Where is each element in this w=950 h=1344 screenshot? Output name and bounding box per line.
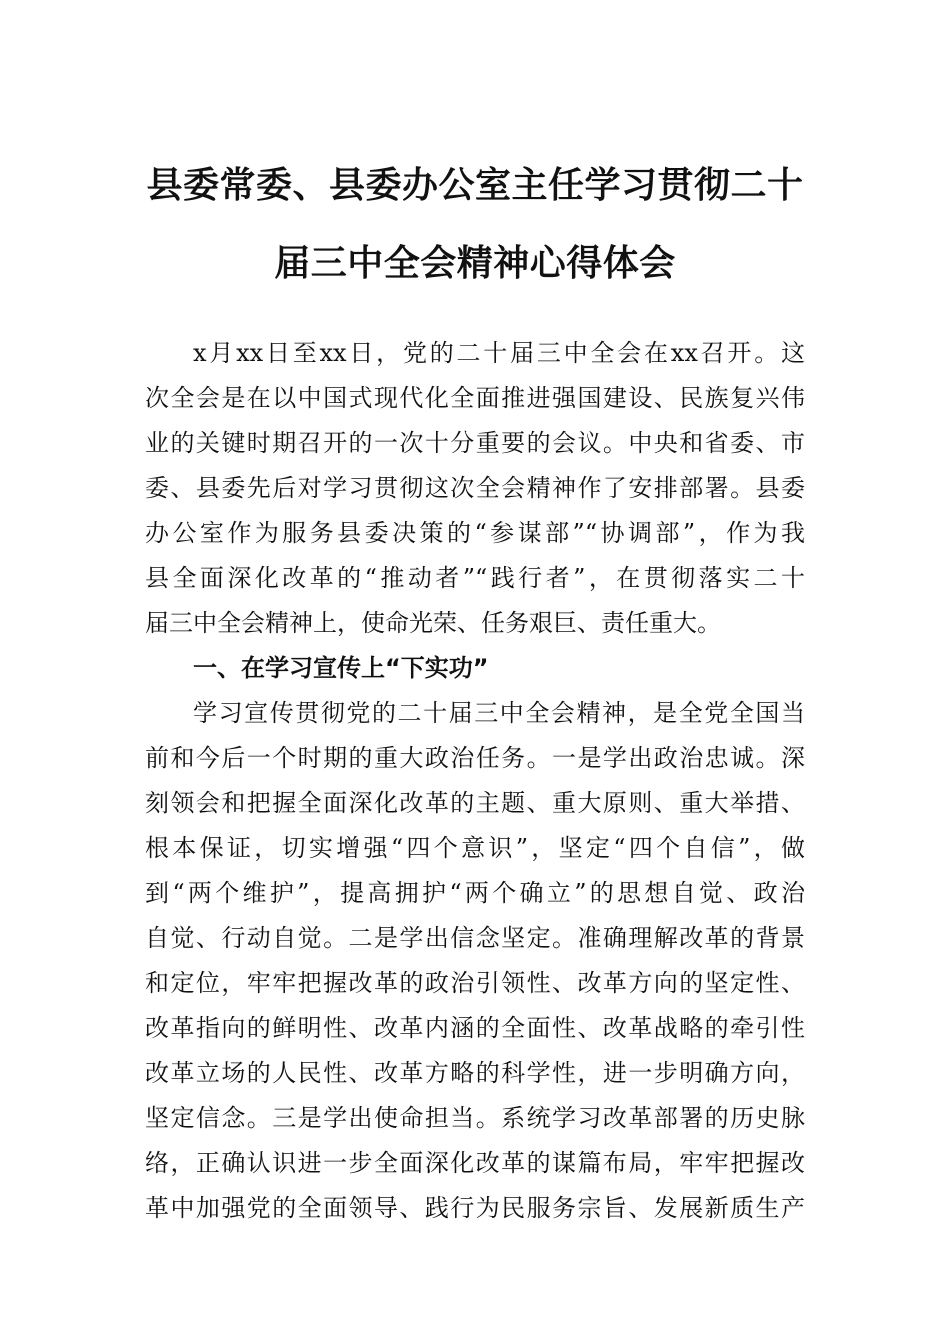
document-body — [145, 331, 805, 1231]
paragraph-2-line-12: 革中加强党的全面领导、践行为民服务宗旨、发展新质生产 — [145, 1194, 805, 1222]
paragraph-2-line-3: 刻领会和把握全面深化改革的主题、重大原则、重大举措、 — [145, 789, 805, 817]
paragraph-1-line-6: 县全面深化改革的“推动者”“践行者”，在贯彻落实二十 — [145, 564, 805, 592]
paragraph-2-line-9: 改革立场的人民性、改革方略的科学性，进一步明确方向， — [145, 1059, 805, 1087]
paragraph-2-line-1: 学习宣传贯彻党的二十届三中全会精神，是全党全国当 — [193, 699, 805, 727]
paragraph-2-line-5: 到“两个维护”，提高拥护“两个确立”的思想自觉、政治 — [145, 879, 805, 907]
paragraph-2-line-7: 和定位，牢牢把握改革的政治引领性、改革方向的坚定性、 — [145, 969, 805, 997]
title-line-1: 县委常委、县委办公室主任学习贯彻二十 — [146, 164, 804, 206]
title-line-2: 届三中全会精神心得体会 — [274, 242, 676, 284]
paragraph-2-line-11: 络，正确认识进一步全面深化改革的谋篇布局，牢牢把握改 — [145, 1149, 805, 1177]
paragraph-1-line-5: 办公室作为服务县委决策的“参谋部”“协调部”，作为我 — [145, 519, 805, 547]
paragraph-2-line-4: 根本保证，切实增强“四个意识”，坚定“四个自信”，做 — [145, 834, 805, 862]
section-1-heading: 一、在学习宣传上“下实功” — [193, 654, 489, 682]
paragraph-2-line-2: 前和今后一个时期的重大政治任务。一是学出政治忠诚。深 — [145, 744, 805, 772]
paragraph-2-line-6: 自觉、行动自觉。二是学出信念坚定。准确理解改革的背景 — [145, 924, 805, 952]
document-title — [145, 160, 805, 316]
paragraph-2-line-10: 坚定信念。三是学出使命担当。系统学习改革部署的历史脉 — [145, 1104, 805, 1132]
paragraph-1-line-4: 委、县委先后对学习贯彻这次全会精神作了安排部署。县委 — [145, 474, 805, 502]
paragraph-1-line-3: 业的关键时期召开的一次十分重要的会议。中央和省委、市 — [145, 429, 805, 457]
paragraph-1-line-7: 届三中全会精神上，使命光荣、任务艰巨、责任重大。 — [145, 609, 721, 637]
paragraph-1-line-2: 次全会是在以中国式现代化全面推进强国建设、民族复兴伟 — [145, 384, 805, 412]
paragraph-2-line-8: 改革指向的鲜明性、改革内涵的全面性、改革战略的牵引性 — [145, 1014, 805, 1042]
paragraph-1-line-1: x月xx日至xx日，党的二十届三中全会在xx召开。这 — [193, 339, 805, 367]
